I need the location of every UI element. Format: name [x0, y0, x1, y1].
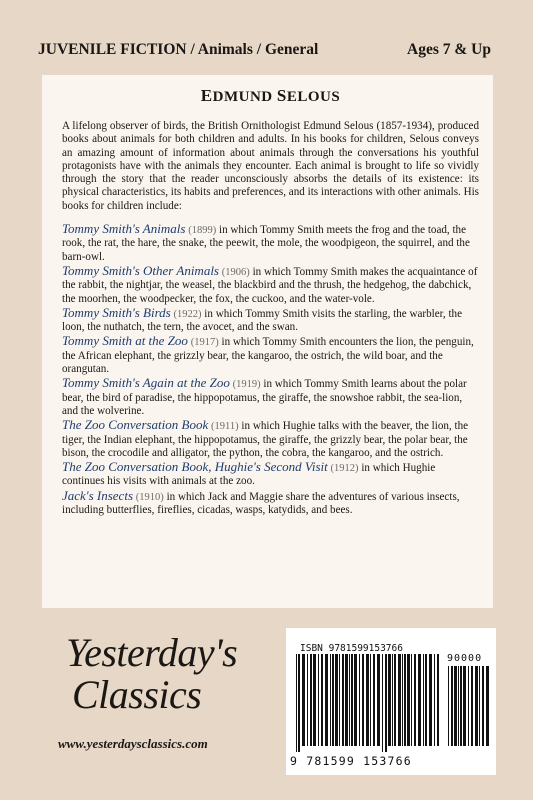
- intro-paragraph: A lifelong observer of birds, the British Ornithologist Edmund Selous (1857-1934), produced books about animals for both children and adults. In his books for children, Selous conveys an amazing amount of information about animals through the conversations his youthful protagonists have with the animals they encounter. Each animal is brought to life so vividly through the story that the reader unconsciously absorbs the details of its existence: its physical characteristics, its habits and preferences, and its interactions with other animals. His books for children include:: [62, 120, 479, 212]
- barcode-bar: [359, 654, 360, 746]
- barcode-bar: [458, 666, 459, 746]
- book-entry: [62, 306, 479, 335]
- logo-line-2: Classics: [72, 672, 202, 717]
- book-entry: [62, 264, 479, 306]
- book-description: in which Hughie talks with the beaver, the lion, the tiger, the Indian elephant, the hippopotamus, the giraffe, the grizzly bear, the polar bear, the bison, the crocodile and alligator, the python, the cobra, the kangaroo, and the ostrich.: [62, 420, 469, 459]
- barcode-bar: [486, 666, 489, 746]
- barcode-bar: [382, 654, 383, 752]
- barcode-bar: [318, 654, 319, 746]
- book-entry: [62, 418, 479, 460]
- barcode-bar: [479, 666, 480, 746]
- barcode-bar: [373, 654, 375, 746]
- barcode-bar: [423, 654, 424, 746]
- barcode-addon-number: 90000: [447, 653, 483, 664]
- book-title: Tommy Smith at the Zoo: [62, 333, 188, 349]
- book-title: Tommy Smith's Again at the Zoo: [62, 375, 230, 391]
- barcode-bar: [414, 654, 416, 746]
- barcode-bar: [448, 666, 449, 746]
- barcode-bar: [335, 654, 338, 746]
- barcode-main: [294, 654, 442, 752]
- book-description: in which Tommy Smith encounters the lion, the penguin, the African elephant, the grizzly bear, the kangaroo, the ostrich, the wild boar, and the orangutan.: [62, 336, 474, 376]
- barcode-addon: [446, 666, 490, 752]
- barcode-bar: [298, 654, 300, 752]
- barcode-bar: [418, 654, 421, 746]
- book-year: (1899): [188, 225, 217, 237]
- barcode-bar: [434, 654, 435, 746]
- book-description: in which Tommy Smith meets the frog and the toad, the rook, the rat, the hare, the snake, the peewit, the mole, the woodpigeon, the squirrel, and the barn-owl.: [62, 224, 470, 263]
- book-entry: [62, 460, 479, 489]
- book-description: in which Hughie continues his visits with animals at the zoo.: [62, 462, 436, 488]
- book-year: (1910): [135, 491, 164, 503]
- barcode-bar: [425, 654, 427, 746]
- book-year: (1911): [211, 421, 239, 433]
- book-entry: [62, 334, 479, 376]
- barcode-bar: [307, 654, 308, 746]
- barcode-bar: [388, 654, 391, 746]
- barcode-bar: [366, 654, 369, 746]
- publisher-website: www.yesterdaysclassics.com: [58, 736, 208, 751]
- barcode-bar: [429, 654, 432, 746]
- barcode-bar: [302, 654, 305, 746]
- barcode-bar: [313, 654, 316, 746]
- barcode-bar: [332, 654, 334, 746]
- barcode-bar: [296, 654, 297, 752]
- barcode-bar: [349, 654, 350, 746]
- publisher-logo: [58, 632, 273, 716]
- book-title: The Zoo Conversation Book, Hughie's Second Visit: [62, 459, 328, 475]
- barcode-area: [286, 628, 496, 775]
- barcode-bar: [471, 666, 473, 746]
- book-title: Tommy Smith's Other Animals: [62, 262, 219, 278]
- barcode-bar: [451, 666, 453, 746]
- barcode-bar: [402, 654, 403, 746]
- book-title: Tommy Smith's Birds: [62, 304, 171, 320]
- book-title: The Zoo Conversation Book: [62, 417, 209, 433]
- barcode-bar: [394, 654, 396, 746]
- logo-line-1: Yesterday's: [66, 630, 238, 675]
- barcode-bar: [407, 654, 410, 746]
- barcode-bar: [398, 654, 401, 746]
- barcode-bar: [468, 666, 469, 746]
- barcode-bar: [385, 654, 387, 752]
- isbn-label: ISBN 9781599153766: [300, 643, 403, 654]
- barcode-bar: [342, 654, 344, 746]
- barcode-bar: [482, 666, 484, 746]
- barcode-bar: [392, 654, 393, 746]
- book-year: (1912): [330, 463, 359, 475]
- barcode-bar: [454, 666, 457, 746]
- book-entry: [62, 489, 479, 518]
- header-bar: [38, 41, 491, 59]
- book-entry: [62, 376, 479, 418]
- barcode-bar: [321, 654, 323, 746]
- barcode-bar: [475, 666, 478, 746]
- book-description: in which Jack and Maggie share the adventures of various insects, including butterflies, fireflies, cicadas, wasps, katydids, and bees.: [62, 490, 460, 517]
- book-title: Jack's Insects: [62, 487, 133, 503]
- book-year: (1919): [232, 379, 261, 391]
- book-description: in which Tommy Smith visits the starling, the warbler, the loon, the nuthatch, the tern, the avocet, and the swan.: [62, 307, 463, 334]
- book-year: (1922): [173, 308, 202, 320]
- barcode-bar: [370, 654, 371, 746]
- book-entry: [62, 222, 479, 264]
- barcode-bar: [351, 654, 353, 746]
- book-year: (1917): [190, 337, 219, 349]
- barcode-bar: [354, 654, 357, 746]
- barcode-bar: [411, 654, 412, 746]
- age-range-label: Ages 7 & Up: [407, 41, 491, 58]
- barcode-bar: [460, 666, 462, 746]
- barcode-bar: [325, 654, 328, 746]
- book-list: [62, 222, 479, 517]
- barcode-bar: [339, 654, 340, 746]
- barcode-bar: [437, 654, 439, 746]
- book-description: in which Tommy Smith learns about the polar bear, the bird of paradise, the hippopotamus, the giraffe, the snowshoe rabbit, the sea-lion, and the wolverine.: [62, 378, 467, 417]
- description-panel: [42, 75, 493, 608]
- book-description: in which Tommy Smith makes the acquaintance of the rabbit, the nightjar, the weasel, the blackbird and the thrush, the hedgehog, the dabchick, the moorhen, the woodpecker, the fox, the cuckoo, and the water-vole.: [62, 265, 478, 305]
- category-label: JUVENILE FICTION / Animals / General: [38, 41, 319, 58]
- barcode-bar: [345, 654, 348, 746]
- isbn-digits: 9 781599 153766: [290, 754, 412, 768]
- book-title: Tommy Smith's Animals: [62, 221, 186, 237]
- barcode-bar: [404, 654, 406, 746]
- barcode-bar: [330, 654, 331, 746]
- barcode-bar: [463, 666, 466, 746]
- barcode-bar: [362, 654, 364, 746]
- author-name: EDMUND SELOUS: [200, 86, 341, 105]
- barcode-bar: [310, 654, 312, 746]
- barcode-bar: [377, 654, 380, 746]
- book-year: (1906): [221, 266, 250, 278]
